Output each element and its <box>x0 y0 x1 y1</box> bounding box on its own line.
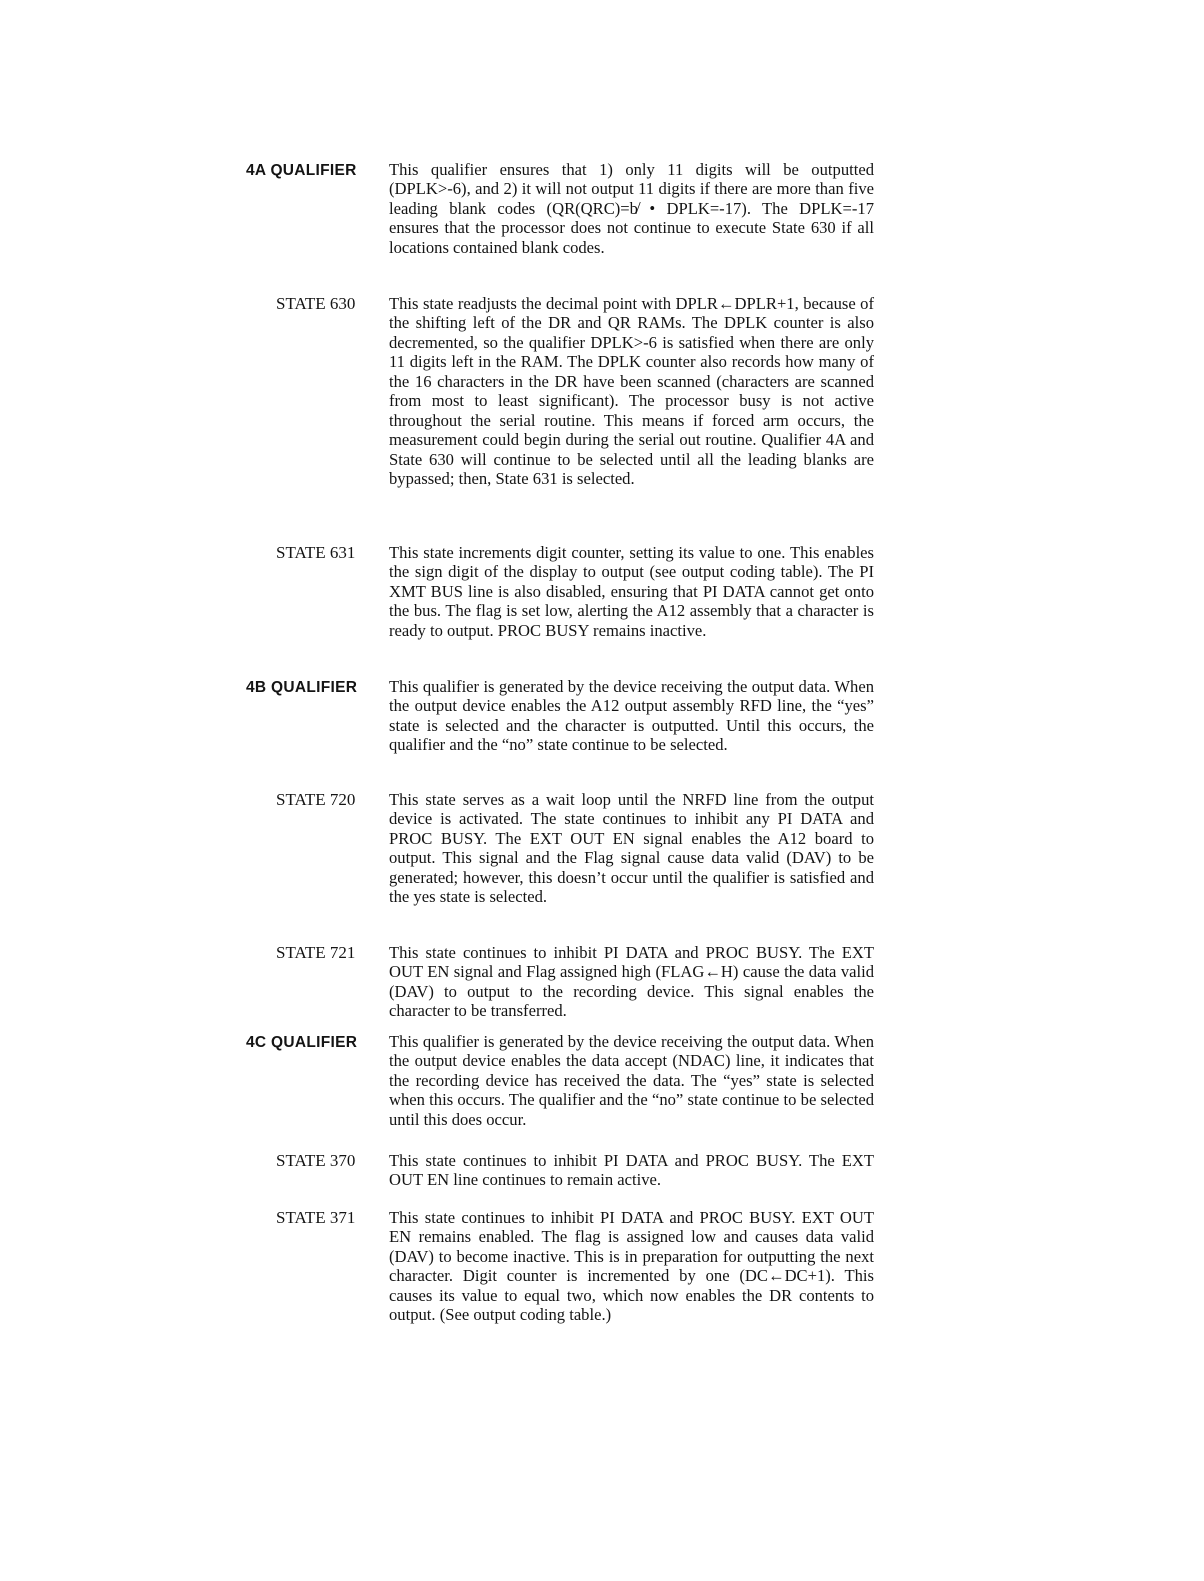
section-label: STATE 370 <box>276 1151 356 1170</box>
section-label: STATE 720 <box>276 790 356 809</box>
section-label: STATE 721 <box>276 943 356 962</box>
section-text: This state continues to inhibit PI DATA and PROC BUSY. EXT OUT EN remains enabled. The flag is assigned low and causes data valid (DAV) to become inactive. This is in preparation for outputting the next character. Digit counter is incremented by one (DC←DC+1). This causes its value to equal two, which now enables the DR contents to output. (See output coding table.) <box>389 1208 874 1325</box>
section-text: This qualifier is generated by the device receiving the output data. When the output device enables the A12 output assembly RFD line, the “yes” state is selected and the character is outputted. Until this occurs, the qualifier and the “no” state continue to be selected. <box>389 677 874 755</box>
section-label: 4A QUALIFIER <box>246 162 357 179</box>
section-label: STATE 630 <box>276 294 356 313</box>
section-text: This state increments digit counter, setting its value to one. This enables the sign digit of the display to output (see output coding table). The PI XMT BUS line is also disabled, ensuring that PI DATA cannot get onto the bus. The flag is set low, alerting the A12 assembly that a character is ready to output. PROC BUSY remains inactive. <box>389 543 874 640</box>
section-label: STATE 631 <box>276 543 356 562</box>
section-text: This state continues to inhibit PI DATA and PROC BUSY. The EXT OUT EN line continues to remain active. <box>389 1151 874 1190</box>
section-text: This state continues to inhibit PI DATA and PROC BUSY. The EXT OUT EN signal and Flag assigned high (FLAG←H) cause the data valid (DAV) to output to the recording device. This signal enables the character to be transferred. <box>389 943 874 1021</box>
section-text: This qualifier ensures that 1) only 11 digits will be outputted (DPLK>-6), and 2) it will not output 11 digits if there are more than five leading blank codes (QR(QRC)=b̸ • DPLK=-17). The DPLK=-17 ensures that the processor does not continue to execute State 630 if all locations contained blank codes. <box>389 160 874 257</box>
section-text: This qualifier is generated by the device receiving the output data. When the output device enables the data accept (NDAC) line, it indicates that the recording device has received the data. The “yes” state is selected when this occurs. The qualifier and the “no” state continue to be selected until this does occur. <box>389 1032 874 1129</box>
section-label: STATE 371 <box>276 1208 356 1227</box>
section-text: This state readjusts the decimal point with DPLR←DPLR+1, because of the shifting left of the DR and QR RAMs. The DPLK counter is also decremented, so the qualifier DPLK>-6 is satisfied when there are only 11 digits left in the RAM. The DPLK counter also records how many of the 16 characters in the DR have been scanned (characters are scanned from most to least significant). The processor busy is not active throughout the serial routine. This means if forced arm occurs, the measurement could begin during the serial out routine. Qualifier 4A and State 630 will continue to be selected until all the leading blanks are bypassed; then, State 631 is selected. <box>389 294 874 489</box>
section-text: This state serves as a wait loop until the NRFD line from the output device is activated. The state continues to inhibit any PI DATA and PROC BUSY. The EXT OUT EN signal enables the A12 board to output. This signal and the Flag signal cause data valid (DAV) to be generated; however, this doesn’t occur until the qualifier is satisfied and the yes state is selected. <box>389 790 874 907</box>
section-label: 4C QUALIFIER <box>246 1034 358 1051</box>
section-label: 4B QUALIFIER <box>246 679 358 696</box>
